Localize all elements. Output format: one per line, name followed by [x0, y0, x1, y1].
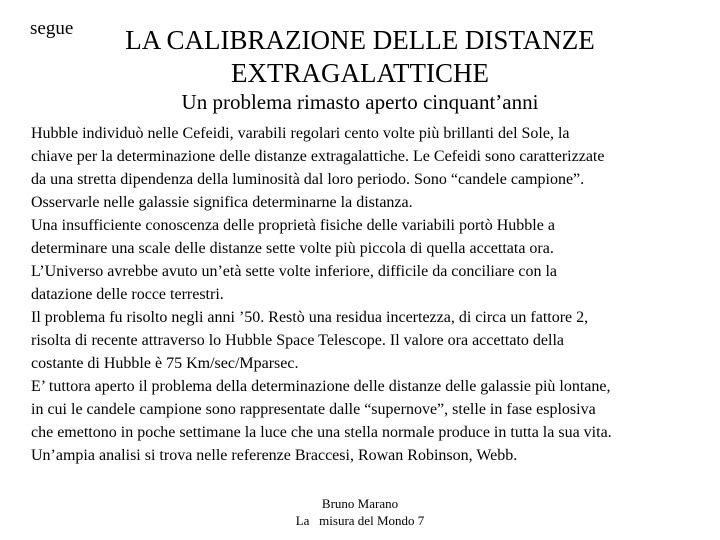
- body-line: da una stretta dipendenza della luminosità dal loro periodo. Sono “candele campione”.: [31, 171, 585, 188]
- body-line: determinare una scale delle distanze sette volte più piccola di quella accettata ora.: [31, 240, 554, 257]
- page-title-line-1: LA CALIBRAZIONE DELLE DISTANZE: [125, 25, 595, 55]
- body-line: L’Universo avrebbe avuto un’età sette volte inferiore, difficile da conciliare con la: [31, 263, 558, 280]
- body-line: Hubble individuò nelle Cefeidi, varabili regolari cento volte più brillanti del Sole, la: [31, 125, 570, 142]
- body-line: Una insufficiente conoscenza delle proprietà fisiche delle variabili portò Hubble a: [31, 217, 555, 234]
- footer-author: Bruno Marano: [321, 496, 399, 511]
- footer-caption: La misura del Mondo 7: [295, 513, 425, 528]
- body-line: Il problema fu risolto negli anni ’50. Restò una residua incertezza, di circa un fattore 2,: [31, 309, 589, 326]
- body-line: che emettono in poche settimane la luce che una stella normale produce in tutta la sua vita.: [31, 424, 612, 441]
- body-line: Osservarle nelle galassie significa determinarne la distanza.: [31, 194, 413, 211]
- body-paragraphs: [31, 122, 696, 467]
- body-line: risolta di recente attraverso lo Hubble Space Telescope. Il valore ora accettato della: [31, 332, 565, 349]
- body-line: costante di Hubble è 75 Km/sec/Mparsec.: [31, 355, 299, 372]
- body-line: chiave per la determinazione delle distanze extragalattiche. Le Cefeidi sono caratterizzate: [31, 148, 605, 165]
- body-line: datazione delle rocce terrestri.: [31, 286, 224, 303]
- segue-label: segue: [30, 18, 74, 39]
- body-line: E’ tuttora aperto il problema della determinazione delle distanze delle galassie più lontane,: [31, 378, 611, 395]
- page-subtitle: Un problema rimasto aperto cinquant’anni: [181, 90, 539, 114]
- body-line: in cui le candele campione sono rappresentate dalle “supernove”, stelle in fase esplosiva: [31, 401, 596, 418]
- page-title-line-2: EXTRAGALATTICHE: [231, 58, 489, 88]
- body-line: Un’ampia analisi si trova nelle referenze Braccesi, Rowan Robinson, Webb.: [31, 447, 518, 464]
